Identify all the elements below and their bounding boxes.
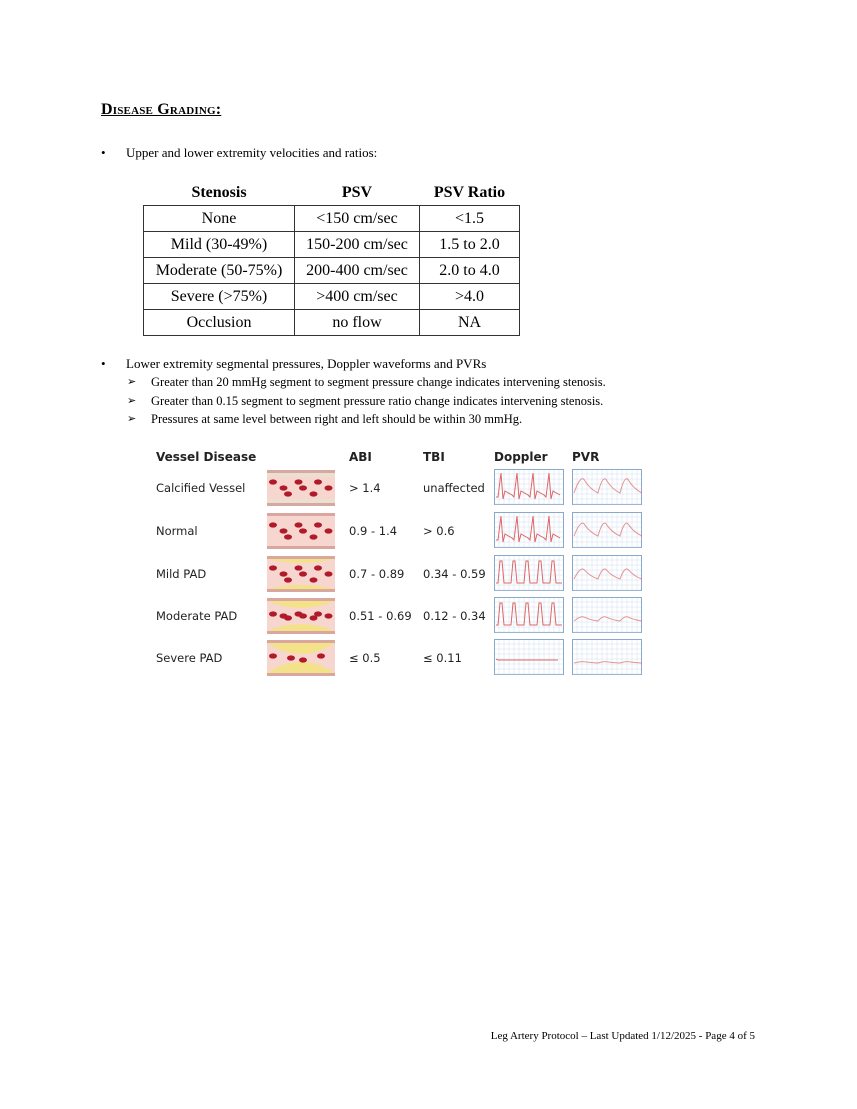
doppler-waveform [494, 597, 564, 633]
figure-row-name: Normal [156, 524, 198, 538]
table-row [144, 284, 520, 310]
stenosis-table [143, 180, 520, 336]
table-row [144, 232, 520, 258]
figure-row-abi: 0.7 - 0.89 [349, 567, 405, 581]
sub-item [127, 411, 522, 427]
table-cell: <1.5 [420, 206, 520, 232]
table-header-row [144, 180, 520, 206]
column-header: PSV [341, 184, 373, 201]
pvr-waveform [572, 469, 642, 505]
sub-item-text: Pressures at same level between right and left should be within 30 mmHg. [151, 412, 523, 426]
figure-header-abi: ABI [349, 450, 372, 464]
bullet-text: Upper and lower extremity velocities and ratios: [126, 145, 378, 160]
table-cell: <150 cm/sec [295, 206, 420, 232]
vessel-illustration [267, 640, 335, 676]
pvr-waveform [572, 597, 642, 633]
figure-row-name: Calcified Vessel [156, 481, 246, 495]
figure-row [150, 554, 650, 594]
table-cell: 1.5 to 2.0 [420, 232, 520, 258]
figure-row-name: Moderate PAD [156, 609, 238, 623]
arrow-bullet-icon: ➢ [127, 395, 137, 407]
table-cell: no flow [295, 310, 420, 336]
table-cell: 150-200 cm/sec [295, 232, 420, 258]
pvr-waveform [572, 555, 642, 591]
figure-row-tbi: unaffected [423, 481, 485, 495]
vessel-illustration [267, 513, 335, 549]
page-footer: Leg Artery Protocol – Last Updated 1/12/2025 - Page 4 of 5 [490, 1030, 755, 1042]
figure-row-abi: 0.9 - 1.4 [349, 524, 398, 538]
doppler-waveform [494, 469, 564, 505]
table-cell: Mild (30-49%) [144, 232, 295, 258]
figure-row-tbi: 0.12 - 0.34 [423, 609, 486, 623]
pvr-svg [572, 597, 642, 633]
table-cell: 200-400 cm/sec [295, 258, 420, 284]
column-header: Stenosis [191, 184, 247, 201]
section-heading: Disease Grading: [101, 101, 222, 118]
bullet-icon: • [101, 145, 106, 160]
table-cell: Moderate (50-75%) [144, 258, 295, 284]
figure-row-tbi: ≤ 0.11 [423, 651, 462, 665]
figure-row-name: Severe PAD [156, 651, 223, 665]
column-header: PSV Ratio [433, 184, 506, 201]
sub-item-text: Greater than 0.15 segment to segment pressure ratio change indicates intervening stenosis. [151, 394, 604, 408]
vessel-illustration [267, 598, 335, 634]
figure-row-abi: 0.51 - 0.69 [349, 609, 412, 623]
doppler-svg [494, 597, 564, 633]
figure-row-tbi: 0.34 - 0.59 [423, 567, 486, 581]
figure-row [150, 596, 650, 636]
sub-item-text: Greater than 20 mmHg segment to segment pressure change indicates intervening stenosis. [151, 375, 606, 389]
vessel-svg [267, 513, 335, 549]
arrow-bullet-icon: ➢ [127, 413, 137, 425]
vessel-disease-figure [150, 447, 650, 679]
vessel-svg [267, 556, 335, 592]
figure-row [150, 468, 650, 508]
sub-item [127, 393, 603, 409]
table-cell: Severe (>75%) [144, 284, 295, 310]
pvr-svg [572, 469, 642, 505]
doppler-waveform [494, 555, 564, 591]
figure-header-vessel: Vessel Disease [156, 450, 257, 464]
doppler-waveform [494, 639, 564, 675]
sub-item [127, 374, 606, 390]
figure-header-doppler: Doppler [494, 450, 548, 464]
vessel-illustration [267, 556, 335, 592]
table-row [144, 206, 520, 232]
pvr-svg [572, 639, 642, 675]
figure-row-abi: ≤ 0.5 [349, 651, 381, 665]
pvr-waveform [572, 639, 642, 675]
figure-row [150, 638, 650, 678]
table-cell: Occlusion [144, 310, 295, 336]
pvr-svg [572, 512, 642, 548]
pvr-svg [572, 555, 642, 591]
table-row [144, 310, 520, 336]
table-row [144, 258, 520, 284]
table-cell: NA [420, 310, 520, 336]
table-cell: None [144, 206, 295, 232]
figure-row-abi: > 1.4 [349, 481, 381, 495]
doppler-svg [494, 512, 564, 548]
doppler-svg [494, 469, 564, 505]
table-cell: 2.0 to 4.0 [420, 258, 520, 284]
bullet-item [101, 145, 377, 161]
bullet-text: Lower extremity segmental pressures, Doppler waveforms and PVRs [126, 356, 487, 371]
vessel-svg [267, 470, 335, 506]
bullet-icon: • [101, 356, 106, 371]
figure-row-tbi: > 0.6 [423, 524, 455, 538]
figure-row [150, 511, 650, 551]
doppler-waveform [494, 512, 564, 548]
doppler-svg [494, 555, 564, 591]
vessel-illustration [267, 470, 335, 506]
arrow-bullet-icon: ➢ [127, 376, 137, 388]
figure-header-tbi: TBI [423, 450, 445, 464]
table-cell: >4.0 [420, 284, 520, 310]
pvr-waveform [572, 512, 642, 548]
figure-header-pvr: PVR [572, 450, 600, 464]
table-cell: >400 cm/sec [295, 284, 420, 310]
vessel-svg [267, 640, 335, 676]
vessel-svg [267, 598, 335, 634]
bullet-item [101, 356, 486, 372]
doppler-svg [494, 639, 564, 675]
figure-row-name: Mild PAD [156, 567, 207, 581]
